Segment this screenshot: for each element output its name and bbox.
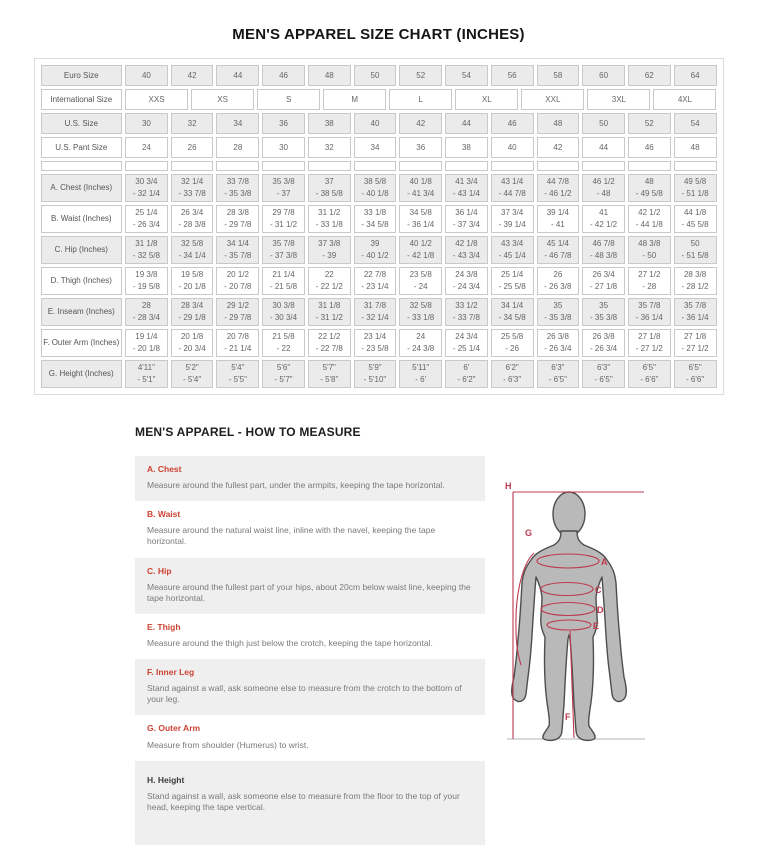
size-cell: 54 <box>674 113 717 134</box>
size-cell: 31 7/8 - 32 1/4 <box>354 298 397 326</box>
size-cell: 34 1/4 - 35 7/8 <box>216 236 259 264</box>
figure-label-thigh: E <box>593 621 600 631</box>
size-cell: 40 1/8 - 41 3/4 <box>399 174 442 202</box>
measure-instructions-list <box>135 456 485 845</box>
size-cell: 32 <box>308 137 351 158</box>
how-to-measure-section <box>135 425 647 845</box>
size-cell: 32 5/8 - 34 1/4 <box>171 236 214 264</box>
measurement-figure-svg <box>497 469 647 784</box>
size-cell: 24 3/4 - 25 1/4 <box>445 329 488 357</box>
size-cell: 64 <box>674 65 717 86</box>
size-cell: 37 3/4 - 39 1/4 <box>491 205 534 233</box>
size-cell: 28 3/4 - 29 1/8 <box>171 298 214 326</box>
size-cell: 34 <box>216 113 259 134</box>
size-cell: 4'11" - 5'1" <box>125 360 168 388</box>
size-cell: 54 <box>445 65 488 86</box>
size-cell: 35 7/8 - 36 1/4 <box>674 298 717 326</box>
size-cell: 28 - 28 3/4 <box>125 298 168 326</box>
size-cell: 22 - 22 1/2 <box>308 267 351 295</box>
size-cell: 19 5/8 - 20 1/8 <box>171 267 214 295</box>
size-cell: 35 3/8 - 37 <box>262 174 305 202</box>
size-row-us-size <box>41 113 717 134</box>
size-cell: 62 <box>628 65 671 86</box>
size-cell: 30 3/4 - 32 1/4 <box>125 174 168 202</box>
size-cell: 23 5/8 - 24 <box>399 267 442 295</box>
size-cell: 50 <box>582 113 625 134</box>
size-cell: 25 1/4 - 25 5/8 <box>491 267 534 295</box>
size-row-hip <box>41 236 717 264</box>
size-cell: 32 <box>171 113 214 134</box>
size-cell: 32 5/8 - 33 1/8 <box>399 298 442 326</box>
measure-item-thigh <box>135 614 485 659</box>
size-cell: 56 <box>491 65 534 86</box>
size-cell: 44 <box>582 137 625 158</box>
size-row-international-size <box>41 89 717 110</box>
size-cell <box>308 161 351 171</box>
measure-item-text: Measure around the natural waist line, inline with the navel, keeping the tape horizontal. <box>147 525 436 547</box>
size-cell: 36 <box>262 113 305 134</box>
size-cell: 40 <box>491 137 534 158</box>
size-cell: 48 <box>308 65 351 86</box>
size-cell: 33 7/8 - 35 3/8 <box>216 174 259 202</box>
size-cell: 5'2" - 5'4" <box>171 360 214 388</box>
size-cell: 6'3" - 6'5" <box>537 360 580 388</box>
size-cell: 39 1/4 - 41 <box>537 205 580 233</box>
measure-item-label: F. Inner Leg <box>147 667 195 678</box>
size-cell: 49 5/8 - 51 1/8 <box>674 174 717 202</box>
size-cell <box>445 161 488 171</box>
measure-item-text: Stand against a wall, ask someone else to measure from the crotch to the bottom of your leg. <box>147 683 462 705</box>
size-cell: 20 1/2 - 20 7/8 <box>216 267 259 295</box>
size-cell: 30 <box>262 137 305 158</box>
figure-label-waist: C <box>595 585 602 595</box>
size-cell: 23 1/4 - 23 5/8 <box>354 329 397 357</box>
size-cell <box>491 161 534 171</box>
size-cell <box>216 161 259 171</box>
size-cell: 43 1/4 - 44 7/8 <box>491 174 534 202</box>
size-cell: 27 1/8 - 27 1/2 <box>628 329 671 357</box>
measure-item-label: A. Chest <box>147 464 182 474</box>
row-label-blank <box>41 161 123 171</box>
size-cell: 37 3/8 - 39 <box>308 236 351 264</box>
row-label-us-size: U.S. Size <box>41 113 123 134</box>
size-cell: 46 7/8 - 48 3/8 <box>582 236 625 264</box>
size-cell: 3XL <box>587 89 650 110</box>
size-cell: 27 1/2 - 28 <box>628 267 671 295</box>
size-cell: 42 1/2 - 44 1/8 <box>628 205 671 233</box>
size-cell: 46 1/2 - 48 <box>582 174 625 202</box>
size-row-waist <box>41 205 717 233</box>
row-label-waist: B. Waist (Inches) <box>41 205 123 233</box>
size-cell: 34 <box>354 137 397 158</box>
size-cell: 52 <box>399 65 442 86</box>
size-cell: 44 1/8 - 45 5/8 <box>674 205 717 233</box>
size-cell: 29 1/2 - 29 7/8 <box>216 298 259 326</box>
size-cell: 60 <box>582 65 625 86</box>
size-cell: 26 3/8 - 26 3/4 <box>537 329 580 357</box>
measure-item-outer-arm <box>135 715 485 760</box>
size-cell: 43 3/4 - 45 1/4 <box>491 236 534 264</box>
size-cell: 35 - 35 3/8 <box>537 298 580 326</box>
size-cell: 42 <box>537 137 580 158</box>
size-cell: M <box>323 89 386 110</box>
size-cell: 44 <box>445 113 488 134</box>
head-shape <box>553 492 585 536</box>
size-cell: 31 1/8 - 32 5/8 <box>125 236 168 264</box>
size-cell: 38 5/8 - 40 1/8 <box>354 174 397 202</box>
measure-item-text: Measure around the thigh just below the crotch, keeping the tape horizontal. <box>147 637 433 648</box>
size-cell: 38 <box>445 137 488 158</box>
size-cell: 21 5/8 - 22 <box>262 329 305 357</box>
measure-item-height <box>135 761 485 845</box>
size-cell: 42 <box>171 65 214 86</box>
row-label-height: G. Height (Inches) <box>41 360 123 388</box>
size-cell: 50 - 51 5/8 <box>674 236 717 264</box>
size-cell <box>582 161 625 171</box>
size-row-outer-arm <box>41 329 717 357</box>
measure-item-label: E. Thigh <box>147 621 181 632</box>
size-cell <box>674 161 717 171</box>
size-cell: 19 1/4 - 20 1/8 <box>125 329 168 357</box>
size-cell: 26 3/4 - 27 1/8 <box>582 267 625 295</box>
size-chart-table <box>38 62 720 391</box>
size-cell: 37 - 38 5/8 <box>308 174 351 202</box>
size-cell: 5'7" - 5'8" <box>308 360 351 388</box>
size-cell: 58 <box>537 65 580 86</box>
measure-item-waist <box>135 501 485 557</box>
size-cell <box>171 161 214 171</box>
size-cell: XXS <box>125 89 188 110</box>
size-cell: 5'6" - 5'7" <box>262 360 305 388</box>
size-cell: 35 7/8 - 37 3/8 <box>262 236 305 264</box>
measure-item-text: Measure from shoulder (Humerus) to wrist. <box>147 739 309 750</box>
size-cell: 35 - 35 3/8 <box>582 298 625 326</box>
size-cell: 5'11" - 6' <box>399 360 442 388</box>
size-cell: 44 <box>216 65 259 86</box>
figure-label-outer-arm: G <box>525 528 533 538</box>
size-cell: 52 <box>628 113 671 134</box>
size-cell: 41 - 42 1/2 <box>582 205 625 233</box>
measure-item-text: Measure around the fullest part of your hips, about 20cm below waist line, keeping the tape horizontal. <box>147 581 471 603</box>
row-label-hip: C. Hip (Inches) <box>41 236 123 264</box>
size-cell: 20 1/8 - 20 3/4 <box>171 329 214 357</box>
size-cell: 48 <box>537 113 580 134</box>
size-chart-container <box>34 58 724 395</box>
size-cell: 42 1/8 - 43 3/4 <box>445 236 488 264</box>
size-cell: 22 7/8 - 23 1/4 <box>354 267 397 295</box>
measure-item-label: G. Outer Arm <box>147 723 201 734</box>
size-cell: 38 <box>308 113 351 134</box>
size-cell: 46 <box>262 65 305 86</box>
size-cell: 31 1/2 - 33 1/8 <box>308 205 351 233</box>
size-cell: 50 <box>354 65 397 86</box>
measure-item-label: H. Height <box>147 774 185 785</box>
size-cell: S <box>257 89 320 110</box>
figure-label-inner-leg: F <box>565 712 571 722</box>
size-row-euro-size <box>41 65 717 86</box>
size-cell: 46 <box>628 137 671 158</box>
size-cell <box>399 161 442 171</box>
size-cell: XS <box>191 89 254 110</box>
size-cell: 35 7/8 - 36 1/4 <box>628 298 671 326</box>
page-title: MEN'S APPAREL SIZE CHART (INCHES) <box>232 26 525 43</box>
size-cell: 30 <box>125 113 168 134</box>
size-cell: 25 5/8 - 26 <box>491 329 534 357</box>
size-cell: 21 1/4 - 21 5/8 <box>262 267 305 295</box>
size-cell <box>354 161 397 171</box>
measure-item-label: B. Waist <box>147 509 181 520</box>
size-cell: XXL <box>521 89 584 110</box>
row-label-outer-arm: F. Outer Arm (Inches) <box>41 329 123 357</box>
size-cell: 40 1/2 - 42 1/8 <box>399 236 442 264</box>
size-cell: 24 - 24 3/8 <box>399 329 442 357</box>
size-row-inseam <box>41 298 717 326</box>
size-cell: 28 3/8 - 28 1/2 <box>674 267 717 295</box>
size-cell <box>262 161 305 171</box>
size-row-chest <box>41 174 717 202</box>
size-row-height <box>41 360 717 388</box>
size-cell: 31 1/8 - 31 1/2 <box>308 298 351 326</box>
measure-item-inner-leg <box>135 659 485 715</box>
measurement-figure <box>497 456 647 845</box>
size-cell: 44 7/8 - 46 1/2 <box>537 174 580 202</box>
size-cell: 28 <box>216 137 259 158</box>
size-cell: XL <box>455 89 518 110</box>
size-cell <box>537 161 580 171</box>
size-cell: 34 5/8 - 36 1/4 <box>399 205 442 233</box>
size-cell: 4XL <box>653 89 716 110</box>
size-row-us-pant-size <box>41 137 717 158</box>
size-cell: 6' - 6'2" <box>445 360 488 388</box>
figure-label-chest: A <box>601 557 608 567</box>
size-cell: 24 3/8 - 24 3/4 <box>445 267 488 295</box>
measure-item-text: Measure around the fullest part, under the armpits, keeping the tape horizontal. <box>147 480 445 491</box>
size-cell: 5'9" - 5'10" <box>354 360 397 388</box>
size-cell: 48 - 49 5/8 <box>628 174 671 202</box>
measure-item-label: C. Hip <box>147 565 172 576</box>
size-cell <box>125 161 168 171</box>
size-cell: 26 - 26 3/8 <box>537 267 580 295</box>
size-cell: 34 1/4 - 34 5/8 <box>491 298 534 326</box>
row-label-thigh: D. Thigh (Inches) <box>41 267 123 295</box>
size-cell: 36 1/4 - 37 3/4 <box>445 205 488 233</box>
size-cell: 36 <box>399 137 442 158</box>
size-cell: 33 1/8 - 34 5/8 <box>354 205 397 233</box>
size-cell: 32 1/4 - 33 7/8 <box>171 174 214 202</box>
size-cell: 20 7/8 - 21 1/4 <box>216 329 259 357</box>
size-cell: 25 1/4 - 26 3/4 <box>125 205 168 233</box>
size-cell: 6'2" - 6'3" <box>491 360 534 388</box>
size-cell: 22 1/2 - 22 7/8 <box>308 329 351 357</box>
row-label-euro-size: Euro Size <box>41 65 123 86</box>
size-cell: 48 3/8 - 50 <box>628 236 671 264</box>
size-cell: 26 3/8 - 26 3/4 <box>582 329 625 357</box>
size-cell: 45 1/4 - 46 7/8 <box>537 236 580 264</box>
row-label-chest: A. Chest (Inches) <box>41 174 123 202</box>
measure-item-hip <box>135 558 485 614</box>
torso-limbs-shape <box>512 531 627 740</box>
row-label-international-size: International Size <box>41 89 123 110</box>
size-cell: 40 <box>354 113 397 134</box>
size-cell: 40 <box>125 65 168 86</box>
size-cell: 6'5" - 6'6" <box>674 360 717 388</box>
size-row-blank <box>41 161 717 171</box>
size-cell: 29 7/8 - 31 1/2 <box>262 205 305 233</box>
how-to-measure-heading: MEN'S APPAREL - HOW TO MEASURE <box>135 425 361 439</box>
size-cell: 30 3/8 - 30 3/4 <box>262 298 305 326</box>
size-cell: 6'5" - 6'6" <box>628 360 671 388</box>
size-cell: 39 - 40 1/2 <box>354 236 397 264</box>
size-cell: 48 <box>674 137 717 158</box>
size-cell: 6'3" - 6'5" <box>582 360 625 388</box>
size-cell: 24 <box>125 137 168 158</box>
size-cell: 5'4" - 5'5" <box>216 360 259 388</box>
size-cell: L <box>389 89 452 110</box>
size-cell: 26 3/4 - 28 3/8 <box>171 205 214 233</box>
size-cell: 27 1/8 - 27 1/2 <box>674 329 717 357</box>
row-label-inseam: E. Inseam (Inches) <box>41 298 123 326</box>
size-cell <box>628 161 671 171</box>
size-cell: 41 3/4 - 43 1/4 <box>445 174 488 202</box>
size-cell: 46 <box>491 113 534 134</box>
size-cell: 26 <box>171 137 214 158</box>
size-cell: 33 1/2 - 33 7/8 <box>445 298 488 326</box>
size-cell: 28 3/8 - 29 7/8 <box>216 205 259 233</box>
measure-item-text: Stand against a wall, ask someone else to measure from the floor to the top of your head, keeping the tape vertical. <box>147 790 460 812</box>
span-cells-international-size <box>125 89 716 110</box>
figure-label-height: H <box>505 481 512 491</box>
figure-label-hip: D <box>597 605 604 615</box>
size-row-thigh <box>41 267 717 295</box>
size-cell: 19 3/8 - 19 5/8 <box>125 267 168 295</box>
size-cell: 42 <box>399 113 442 134</box>
row-label-us-pant-size: U.S. Pant Size <box>41 137 123 158</box>
measure-item-chest <box>135 456 485 501</box>
